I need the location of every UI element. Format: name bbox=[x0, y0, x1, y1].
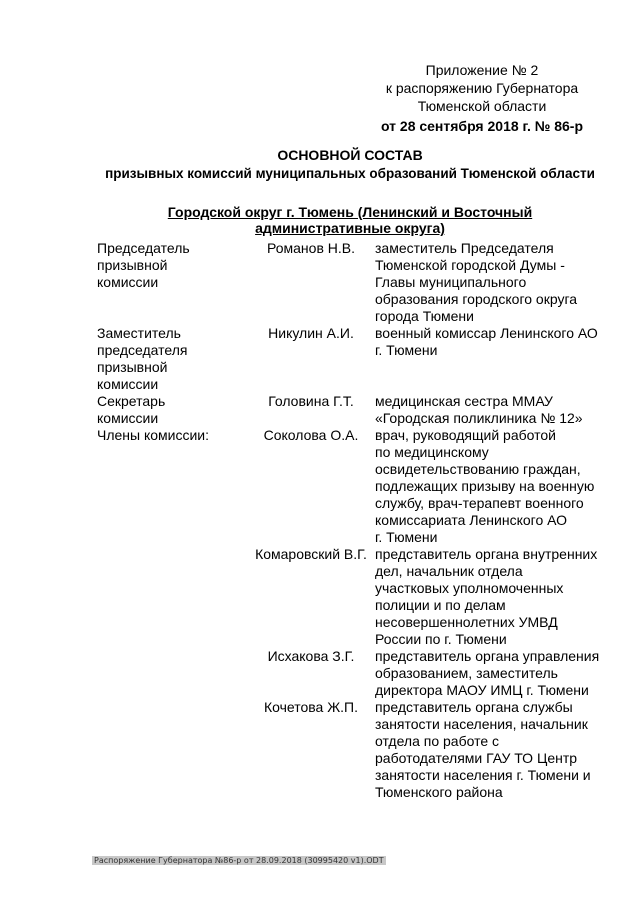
district-line-2: административные округа) bbox=[255, 220, 445, 236]
district-heading bbox=[140, 204, 560, 236]
document-footer: Распоряжение Губернатора №86-р от 28.09.2018 (30995420 v1).ODT bbox=[94, 856, 384, 865]
member-name: Исхакова З.Г. bbox=[267, 648, 355, 664]
member-row bbox=[97, 325, 617, 393]
appendix-header bbox=[362, 62, 602, 136]
member-name: Никулин А.И. bbox=[268, 325, 354, 341]
appendix-number: Приложение № 2 bbox=[425, 62, 539, 78]
member-name: Комаровский В.Г. bbox=[255, 546, 367, 562]
appendix-date: от 28 сентября 2018 г. № 86-р bbox=[380, 118, 584, 134]
member-name: Головина Г.Т. bbox=[268, 393, 354, 409]
member-row bbox=[97, 427, 617, 546]
member-row bbox=[97, 546, 617, 648]
member-role bbox=[97, 699, 247, 801]
member-row bbox=[97, 393, 617, 427]
member-role: Члены комиссии: bbox=[97, 427, 210, 443]
title-main: ОСНОВНОЙ СОСТАВ bbox=[277, 147, 423, 163]
member-name: Соколова О.А. bbox=[263, 427, 359, 443]
member-description: представитель органа службы занятости населения, начальник отдела по работе с работодателями ГАУ ТО Центр занятости населения г. Тюмени и Тюменского района bbox=[375, 699, 591, 800]
member-role: Секретарь комиссии bbox=[97, 393, 166, 426]
member-description: представитель органа внутренних дел, начальник отдела участковых уполномоченных полиции и по делам несовершеннолетних УМВД России по г. Тюмени bbox=[375, 546, 598, 647]
member-row bbox=[97, 648, 617, 699]
member-role: Заместитель председателя призывной комиссии bbox=[97, 325, 188, 392]
member-role: Председатель призывной комиссии bbox=[97, 240, 190, 290]
district-line-1: Городской округ г. Тюмень (Ленинский и Восточный bbox=[167, 204, 533, 220]
member-description: представитель органа управления образованием, заместитель директора МАОУ ИМЦ г. Тюмени bbox=[375, 648, 600, 698]
appendix-reference: к распоряжению Губернатора bbox=[385, 80, 579, 96]
members-list bbox=[97, 240, 617, 801]
member-name: Кочетова Ж.П. bbox=[263, 699, 358, 715]
appendix-region: Тюменской области bbox=[417, 98, 547, 114]
member-row bbox=[97, 240, 617, 325]
member-name: Романов Н.В. bbox=[267, 240, 355, 256]
member-role bbox=[97, 648, 247, 699]
member-description: заместитель Председателя Тюменской городской Думы - Главы муниципального образования городского округа города Тюмени bbox=[375, 240, 578, 324]
member-role bbox=[97, 546, 247, 648]
member-description: военный комиссар Ленинского АО г. Тюмени bbox=[375, 325, 598, 358]
member-description: врач, руководящий работой по медицинскому освидетельствованию граждан, подлежащих призыву на военную службу, врач-терапевт военного комиссариата Ленинского АО г. Тюмени bbox=[375, 427, 595, 545]
member-row bbox=[97, 699, 617, 801]
member-description: медицинская сестра ММАУ «Городская поликлиника № 12» bbox=[375, 393, 583, 426]
document-title bbox=[60, 147, 640, 183]
title-subtitle: призывных комиссий муниципальных образований Тюменской области bbox=[105, 166, 595, 181]
